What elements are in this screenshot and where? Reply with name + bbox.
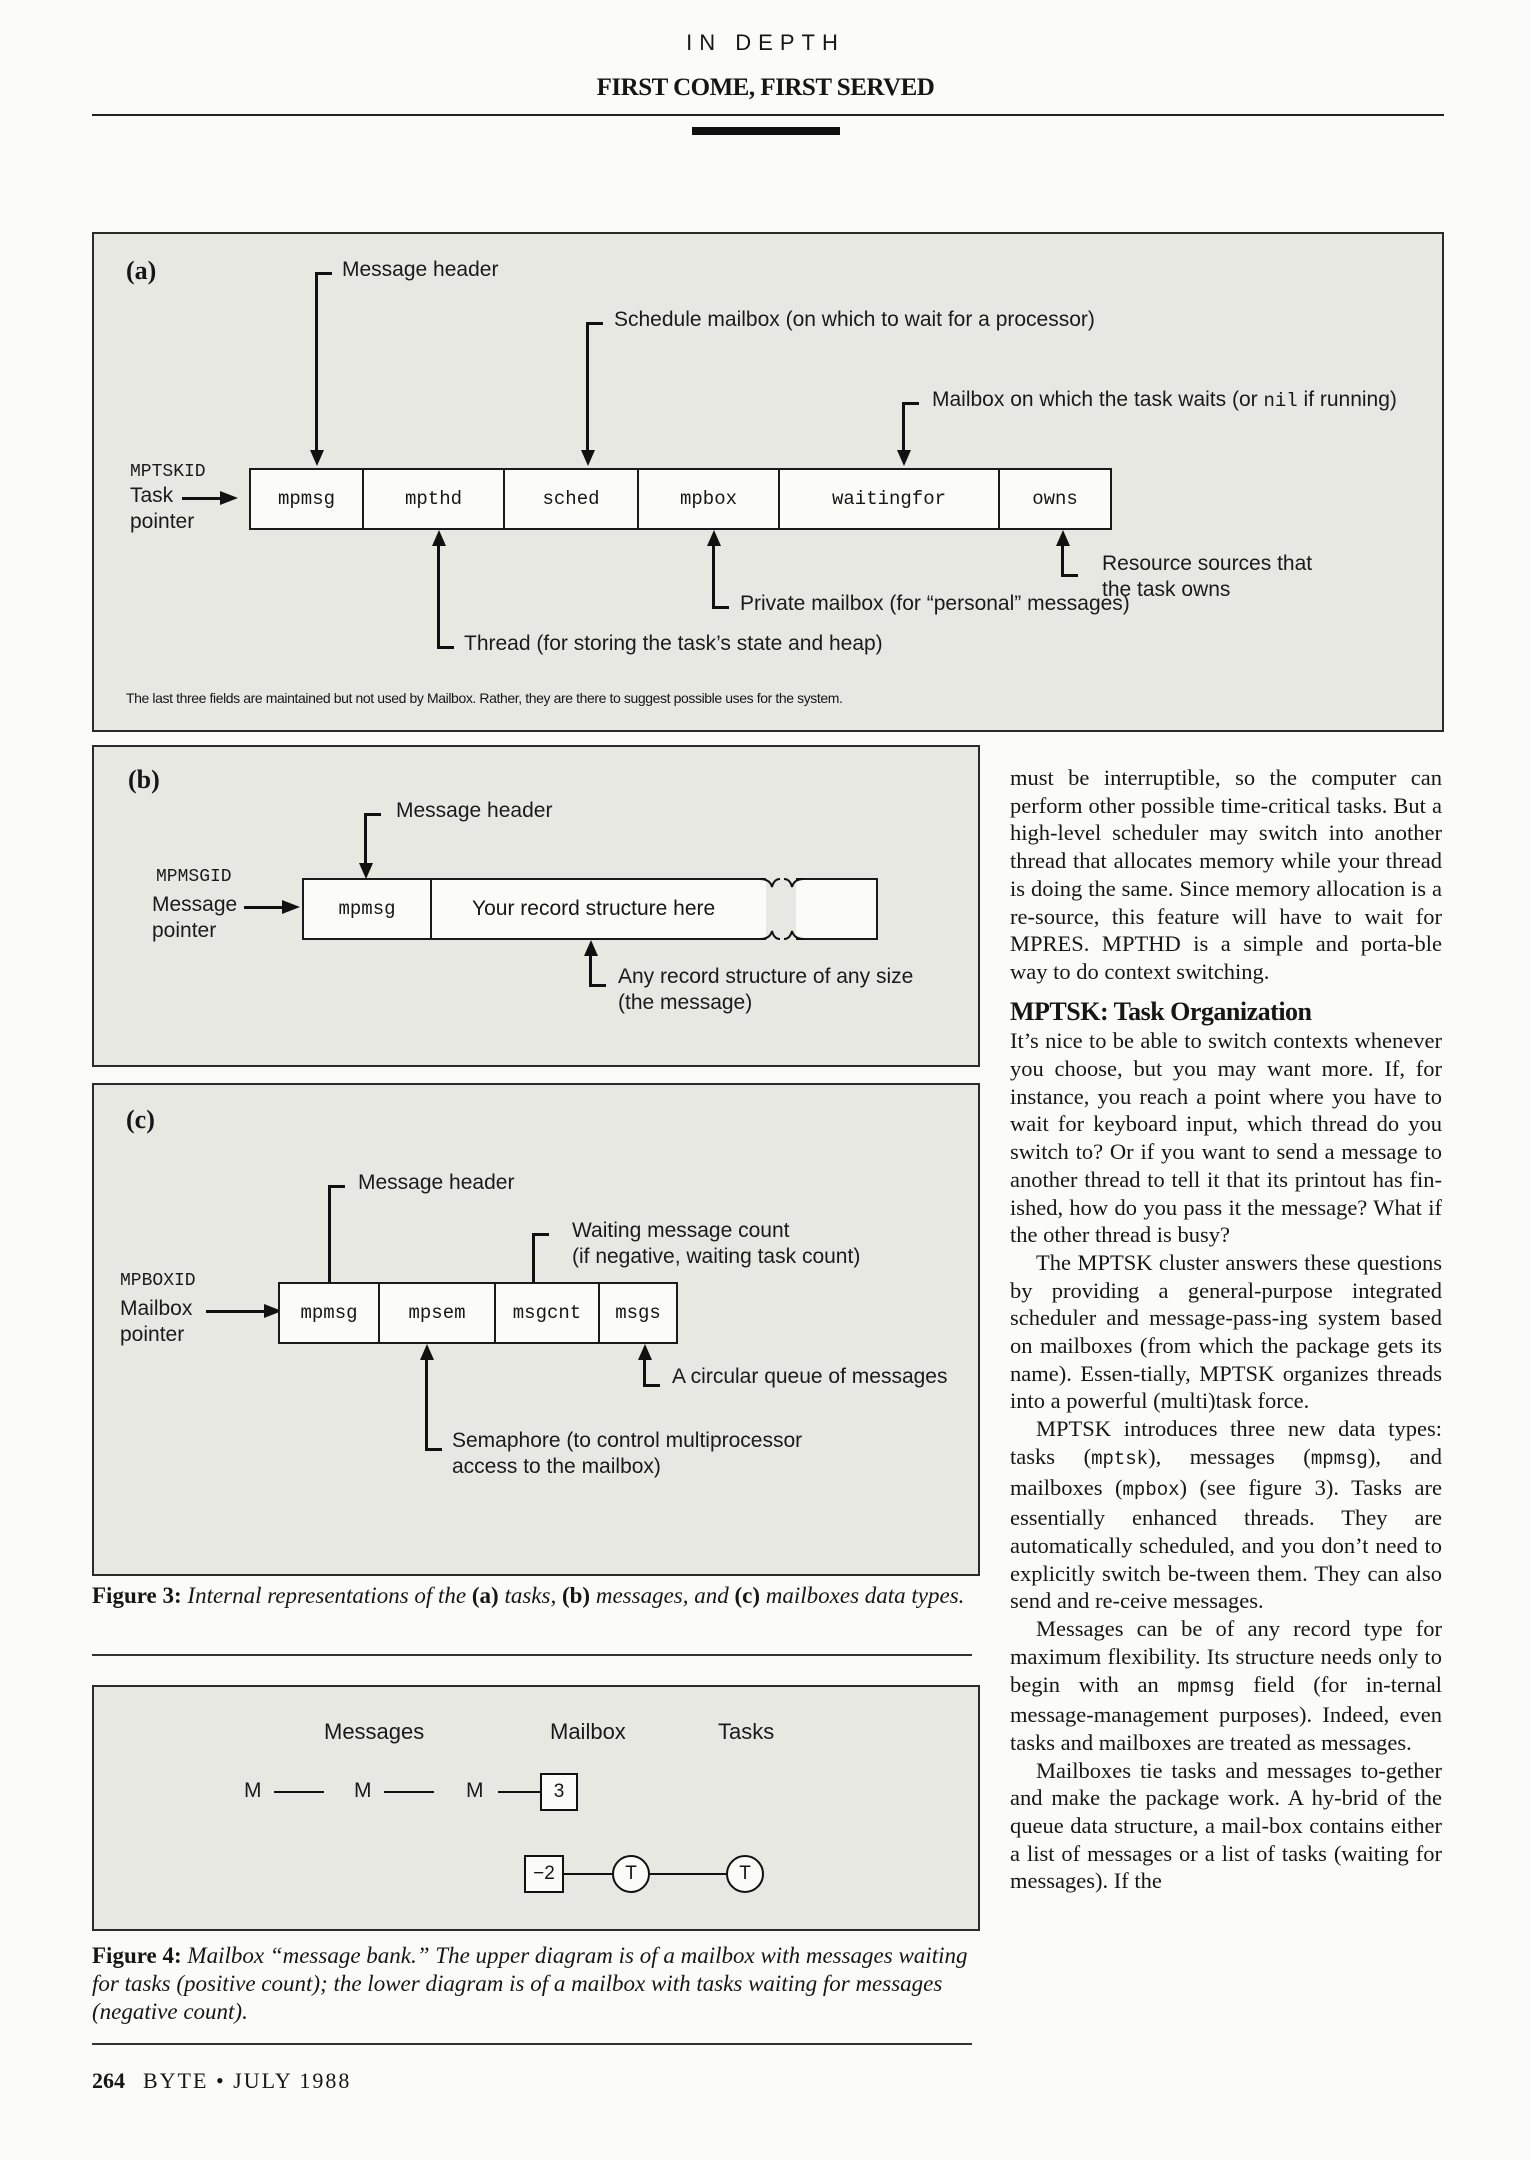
message-pointer-arrow	[282, 900, 300, 914]
page-number: 264	[92, 2068, 125, 2093]
figure4-caption: Figure 4: Mailbox “message bank.” The upper diagram is of a mailbox with messages waiting for tasks (positive count); the lower diagram is of a mailbox with tasks waiting for messages (negative count).	[92, 1943, 968, 2024]
figure3-panel-a	[92, 232, 1444, 732]
field-owns: owns	[998, 468, 1112, 530]
record-connector	[589, 952, 606, 987]
figure4-panel	[92, 1685, 980, 1931]
owns-connector	[1061, 542, 1078, 577]
mailbox-pointer-label-2: pointer	[120, 1323, 185, 1346]
mpmsgid-label: MPMSGID	[156, 867, 232, 887]
messages-column-label: Messages	[324, 1719, 425, 1744]
figure4-caption-rule	[92, 2043, 972, 2045]
resource-label-2: the task owns	[1102, 578, 1231, 601]
schedule-mailbox-label: Schedule mailbox (on which to wait for a processor)	[614, 308, 1095, 331]
link-line-4	[564, 1873, 612, 1875]
link-line-5	[650, 1873, 726, 1875]
field-mpbox: mpbox	[637, 468, 780, 530]
link-line-1	[274, 1791, 324, 1793]
field-sched: sched	[503, 468, 639, 530]
schedule-connector	[586, 322, 603, 455]
semaphore-label-2: access to the mailbox)	[452, 1455, 661, 1478]
mpsem-connector	[425, 1356, 442, 1451]
msg-header-arrow	[310, 450, 324, 466]
publication-line: BYTE • JULY 1988	[143, 2068, 352, 2093]
paragraph-6: Mailboxes tie tasks and messages to-gether and make the package work. A hy-brid of the queue data structure, a mail-box contains either a list of messages or a list of tasks (waiting for messages). If the	[1010, 1757, 1442, 1894]
waiting-count-label-1: Waiting message count	[572, 1219, 790, 1242]
semaphore-label-1: Semaphore (to control multiprocessor	[452, 1429, 803, 1452]
queue-label: A circular queue of messages	[672, 1365, 948, 1388]
b-msg-header-arrow	[359, 863, 373, 879]
c-field-mpsem: mpsem	[378, 1282, 496, 1344]
article-column	[1010, 764, 1442, 1895]
mailbox-column-label: Mailbox	[550, 1719, 626, 1744]
paragraph-2: It’s nice to be able to switch contexts whenever you choose, but you may want more. If, for instance, you reach a point where you have to wait for keyboard input, which thread do you switch to? Or if you want to send a message to another thread to tell it that its printout has fin-ished, how do you pass it the message? What if the other thread is busy?	[1010, 1028, 1442, 1248]
resource-label-1: Resource sources that	[1102, 552, 1313, 575]
running-head: FIRST COME, FIRST SERVED	[596, 74, 935, 101]
figure3-panel-c	[92, 1083, 980, 1576]
message-pointer-line	[244, 906, 284, 909]
task-pointer-arrow	[220, 491, 238, 505]
break-mark-icon	[752, 867, 812, 951]
b-msg-header-connector	[364, 813, 381, 868]
mpthd-connector	[437, 542, 454, 649]
header-rule	[92, 114, 1444, 116]
paragraph-4: MPTSK introduces three new data types: tasks (mptsk), messages (mpmsg), and mailboxes (mpbox) (see figure 3). Tasks are essentially enhanced threads. They are automatically scheduled, and you don’t need to explicitly switch be-tween them. They can also send and re-ceive messages.	[1010, 1416, 1442, 1614]
link-line-3	[498, 1791, 540, 1793]
paragraph-3: The MPTSK cluster answers these questions by providing a general-purpose integrated scheduler and message-pass-ing system based on mailboxes (from which the package gets its name). Essen-tially, MPTSK organizes threads into a powerful (multi)task force.	[1010, 1249, 1442, 1414]
header-bar	[692, 127, 840, 135]
panel-b-label: (b)	[128, 765, 160, 794]
section-heading: MPTSK: Task Organization	[1010, 996, 1312, 1026]
field-waitingfor: waitingfor	[778, 468, 1000, 530]
b-field-mpmsg: mpmsg	[302, 878, 432, 940]
tasks-column-label: Tasks	[718, 1719, 775, 1744]
message-pointer-label-1: Message	[152, 893, 238, 916]
mpbox-connector	[712, 542, 729, 609]
mpboxid-label: MPBOXID	[120, 1271, 196, 1291]
waitingfor-arrow	[897, 450, 911, 466]
mailbox-pointer-line	[206, 1310, 266, 1313]
message-node-2: M	[354, 1779, 372, 1802]
private-mailbox-label: Private mailbox (for “personal” messages)	[740, 592, 1130, 615]
mptskid-label: MPTSKID	[130, 462, 206, 482]
figure3-caption: Figure 3: Internal representations of the (a) tasks, (b) messages, and (c) mailboxes data types.	[92, 1583, 965, 1608]
any-record-label-1: Any record structure of any size	[618, 965, 914, 988]
any-record-label-2: (the message)	[618, 991, 753, 1014]
mailbox-pointer-label-1: Mailbox	[120, 1297, 193, 1320]
thread-label: Thread (for storing the task’s state and heap)	[464, 632, 883, 655]
b-field-record: Your record structure here	[430, 878, 878, 940]
c-message-header-label: Message header	[358, 1171, 515, 1194]
mailbox-waits-label: Mailbox on which the task waits (or nil if running)	[932, 388, 1397, 412]
panel-a-label: (a)	[126, 256, 157, 285]
field-mpmsg: mpmsg	[249, 468, 364, 530]
waitingfor-connector	[902, 402, 919, 455]
c-field-msgcnt: msgcnt	[494, 1282, 600, 1344]
c-field-msgs: msgs	[598, 1282, 678, 1344]
waiting-count-label-2: (if negative, waiting task count)	[572, 1245, 861, 1268]
task-pointer-line	[182, 497, 222, 500]
a-message-header-label: Message header	[342, 258, 499, 281]
figure3-panel-b	[92, 745, 980, 1067]
b-message-header-label: Message header	[396, 799, 553, 822]
panel-c-label: (c)	[126, 1105, 155, 1134]
task-pointer-label-1: Task	[130, 484, 174, 507]
task-pointer-label-2: pointer	[130, 510, 195, 533]
section-kicker: IN DEPTH	[686, 30, 845, 55]
panel-a-footnote: The last three fields are maintained but not used by Mailbox. Rather, they are there to suggest possible uses for the system.	[126, 690, 843, 706]
message-pointer-label-2: pointer	[152, 919, 217, 942]
msg-header-connector	[315, 272, 332, 455]
c-field-mpmsg: mpmsg	[278, 1282, 380, 1344]
page-footer	[92, 2068, 351, 2094]
message-node-3: M	[466, 1779, 484, 1802]
field-mpthd: mpthd	[362, 468, 505, 530]
schedule-arrow	[581, 450, 595, 466]
mailbox-count-positive: 3	[540, 1773, 578, 1811]
task-node-1: T	[612, 1855, 650, 1893]
mailbox-count-negative: −2	[524, 1855, 564, 1893]
link-line-2	[384, 1791, 434, 1793]
paragraph-1: must be interruptible, so the computer can perform other possible time-critical tasks. But a high-level scheduler may switch into another thread that allocates memory while your thread is doing the same. Since memory allocation is a re-source, this feature will have to wait for MPRES. MPTHD is a simple and porta-ble way to do context switching.	[1010, 765, 1442, 984]
task-node-2: T	[726, 1855, 764, 1893]
paragraph-5: Messages can be of any record type for maximum flexibility. Its structure needs only to begin with an mpmsg field (for in-ternal message-management purposes). Indeed, even tasks and mailboxes are treated as messages.	[1010, 1616, 1442, 1755]
message-node-1: M	[244, 1779, 262, 1802]
figure3-caption-rule	[92, 1654, 972, 1656]
msgs-connector	[643, 1356, 660, 1387]
